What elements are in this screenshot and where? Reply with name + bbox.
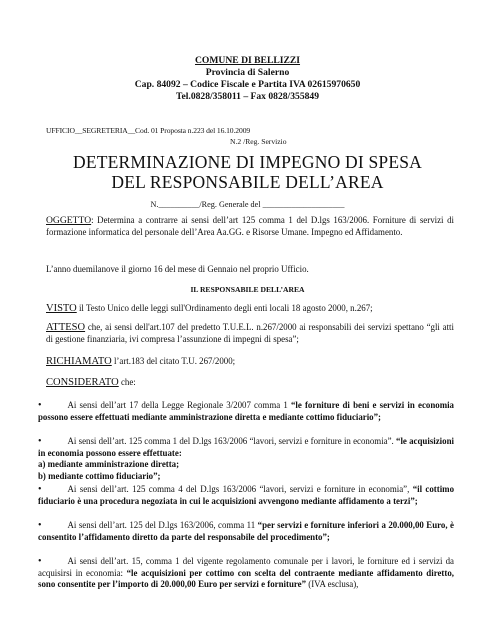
considerato-paragraph bbox=[46, 377, 454, 389]
bullet-item-3 bbox=[38, 484, 454, 507]
atteso-label: ATTESO bbox=[46, 322, 86, 333]
bullet-sub-line-b: b) mediante cottimo fiduciario”; bbox=[38, 470, 161, 481]
atteso-paragraph bbox=[46, 322, 454, 345]
ufficio-line: UFFICIO__SEGRETERIA__Cod. 01 Proposta n.223 del 16.10.2009 bbox=[46, 126, 251, 135]
considerato-text: che: bbox=[118, 377, 136, 387]
visto-paragraph bbox=[46, 303, 454, 315]
bullet-plain-text: Ai sensi dell’art. 15, comma 1 del vigente regolamento comunale per i lavori, le forniture ed i servizi da acquisirsi in economia: bbox=[38, 556, 454, 578]
richiamato-text: l’art.183 del citato T.U. 267/2000; bbox=[111, 356, 236, 366]
visto-label: VISTO bbox=[46, 303, 77, 314]
bullet-bold-text: “il cottimo fiduciario è una procedura negoziata in cui le acquisizioni avvengono mediante affidamento a terzi”; bbox=[38, 484, 455, 506]
bullet-bold-text: “le forniture di beni e servizi in economia possono essere effettuati mediante amministrazione diretta e mediante cottimo fiduciario”; bbox=[38, 400, 454, 422]
richiamato-label: RICHIAMATO bbox=[46, 356, 112, 367]
header-block bbox=[0, 55, 495, 103]
bullet-item-5 bbox=[38, 556, 454, 591]
title-line-1: DETERMINAZIONE DI IMPEGNO DI SPESA bbox=[72, 152, 422, 172]
bullet-bold-text: “le acquisizioni per cottimo con scelta del contraente mediante affidamento diretto, sono consentite per l’importo di 20.000,00 Euro per servizi e forniture” bbox=[38, 567, 454, 590]
richiamato-paragraph bbox=[46, 356, 454, 368]
section-title: IL RESPONSABILE DELL’AREA bbox=[190, 285, 305, 294]
bullet-plain-text: Ai sensi dell’art 17 della Legge Regionale 3/2007 comma 1 bbox=[67, 400, 291, 410]
considerato-label: CONSIDERATO bbox=[46, 377, 119, 388]
bullet-bold-text: “le acquisizioni in economia possono essere effettuate: bbox=[38, 436, 454, 458]
oggetto-text: : Determina a contrarre ai sensi dell’art 125 comma 1 del D.lgs 163/2006. Forniture di servizi di formazione informatica del personale dell’Area Aa.GG. e Risorse Umane. Impegno ed Affidamento. bbox=[46, 215, 454, 237]
telephone-fax: Tel.0828/358011 – Fax 0828/355849 bbox=[175, 91, 320, 102]
bullet-bold-text: “per servizi e forniture inferiori a 20.000,00 Euro, è consentito l’affidamento diretto da parte del responsabile del procedimento”; bbox=[38, 520, 454, 542]
anno-line: L’anno duemilanove il giorno 16 del mese di Gennaio nel proprio Ufficio. bbox=[46, 264, 309, 274]
bullet-sub-line-a: a) mediante amministrazione diretta; bbox=[38, 459, 180, 470]
registro-servizio: N.2 /Reg. Servizio bbox=[230, 137, 287, 146]
provincia: Provincia di Salerno bbox=[205, 67, 290, 78]
registro-generale: N.__________/Reg. Generale del ____________________ bbox=[150, 200, 345, 209]
title-line-2: DEL RESPONSABILE DELL’AREA bbox=[111, 172, 384, 192]
bullet-item-4 bbox=[38, 520, 454, 543]
bullet-plain-text: Ai sensi dell’art. 125 comma 1 del D.lgs 163/2006 “lavori, servizi e forniture in economia”. bbox=[67, 436, 397, 446]
atteso-text: che, ai sensi dell'art.107 del predetto T.U.E.L. n.267/2000 ai responsabili dei servizi spettano “gli atti di gestione finanziaria, ivi compresa l’assunzione di impegni di spesa”; bbox=[46, 322, 454, 344]
bullet-tail-text: (IVA esclusa), bbox=[306, 579, 359, 590]
bullet-icon: • bbox=[38, 556, 42, 567]
oggetto-paragraph bbox=[46, 215, 454, 238]
bullet-icon: • bbox=[38, 400, 42, 411]
bullet-plain-text: Ai sensi dell’art. 125 comma 4 del D.lgs 163/2006 “lavori, servizi e forniture in economia”, bbox=[67, 484, 413, 494]
document-title bbox=[0, 152, 495, 192]
bullet-icon: • bbox=[38, 436, 42, 447]
comune-name: COMUNE DI BELLIZZI bbox=[194, 55, 301, 66]
bullet-item-1 bbox=[38, 400, 454, 423]
oggetto-label: OGGETTO bbox=[46, 215, 92, 226]
cap-codice-fiscale: Cap. 84092 – Codice Fiscale e Partita IVA 02615970650 bbox=[134, 79, 361, 90]
bullet-icon: • bbox=[38, 484, 42, 495]
bullet-item-2 bbox=[38, 436, 454, 482]
bullet-plain-text: Ai sensi dell’art. 125 del D.lgs 163/2006, comma 11 bbox=[67, 520, 258, 530]
bullet-icon: • bbox=[38, 520, 42, 531]
visto-text: il Testo Unico delle leggi sull'Ordinamento degli enti locali 18 agosto 2000, n.267; bbox=[76, 303, 373, 313]
